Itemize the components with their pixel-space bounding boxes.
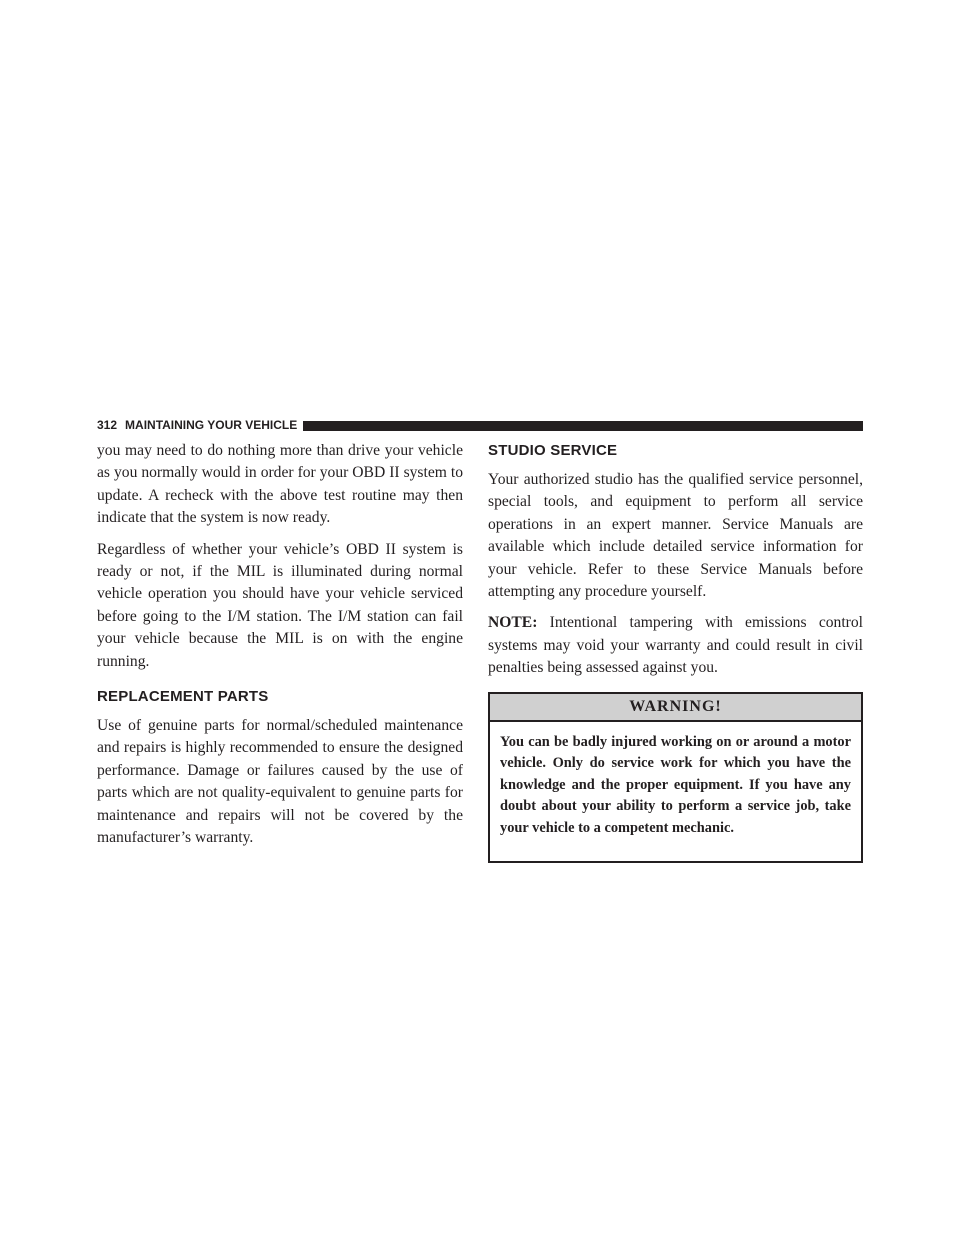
note-paragraph (488, 612, 863, 679)
left-column (97, 440, 463, 859)
page-header (97, 419, 863, 432)
mil-paragraph: Regardless of whether your vehicle’s OBD II system is ready or not, if the MIL is illuminated during normal vehicle operation you should have your vehicle serviced before going to the I/M station. The I/M station can fail your vehicle because the MIL is on with the engine running. (97, 540, 463, 670)
warning-title: WARNING! (490, 694, 861, 722)
right-column (488, 440, 863, 863)
page-number: 312 (97, 418, 118, 432)
note-label: NOTE: (488, 614, 538, 632)
replacement-parts-paragraph: Use of genuine parts for normal/scheduled maintenance and repairs is highly recommended to ensure the designed performance. Damage or failures caused by the use of parts which are not quality-equivalent to genuine parts for maintenance and repairs will not be covered by the manufacturer’s warranty. (97, 717, 463, 847)
studio-service-paragraph: Your authorized studio has the qualified service personnel, special tools, and equipment to perform all service operations in an expert manner. Service Manuals are available which include detailed service information for your vehicle. Refer to these Service Manuals before attempting any procedure yourself. (488, 471, 863, 601)
header-rule (303, 421, 863, 431)
studio-service-heading: STUDIO SERVICE (488, 442, 618, 459)
obd-update-paragraph: you may need to do nothing more than drive your vehicle as you normally would in order for your OBD II system to update. A recheck with the above test routine may then indicate that the system is now ready. (97, 442, 463, 527)
section-title: MAINTAINING YOUR VEHICLE (125, 418, 298, 432)
replacement-parts-heading: REPLACEMENT PARTS (97, 688, 269, 706)
warning-body: You can be badly injured working on or around a motor vehicle. Only do service work for which you have the knowledge and the proper equipment. If you have any doubt about your ability to perform a service job, take your vehicle to a competent mechanic. (500, 733, 851, 837)
note-text: Intentional tampering with emissions control systems may void your warranty and could result in civil penalties being assessed against you. (488, 614, 863, 677)
warning-box (488, 692, 863, 863)
